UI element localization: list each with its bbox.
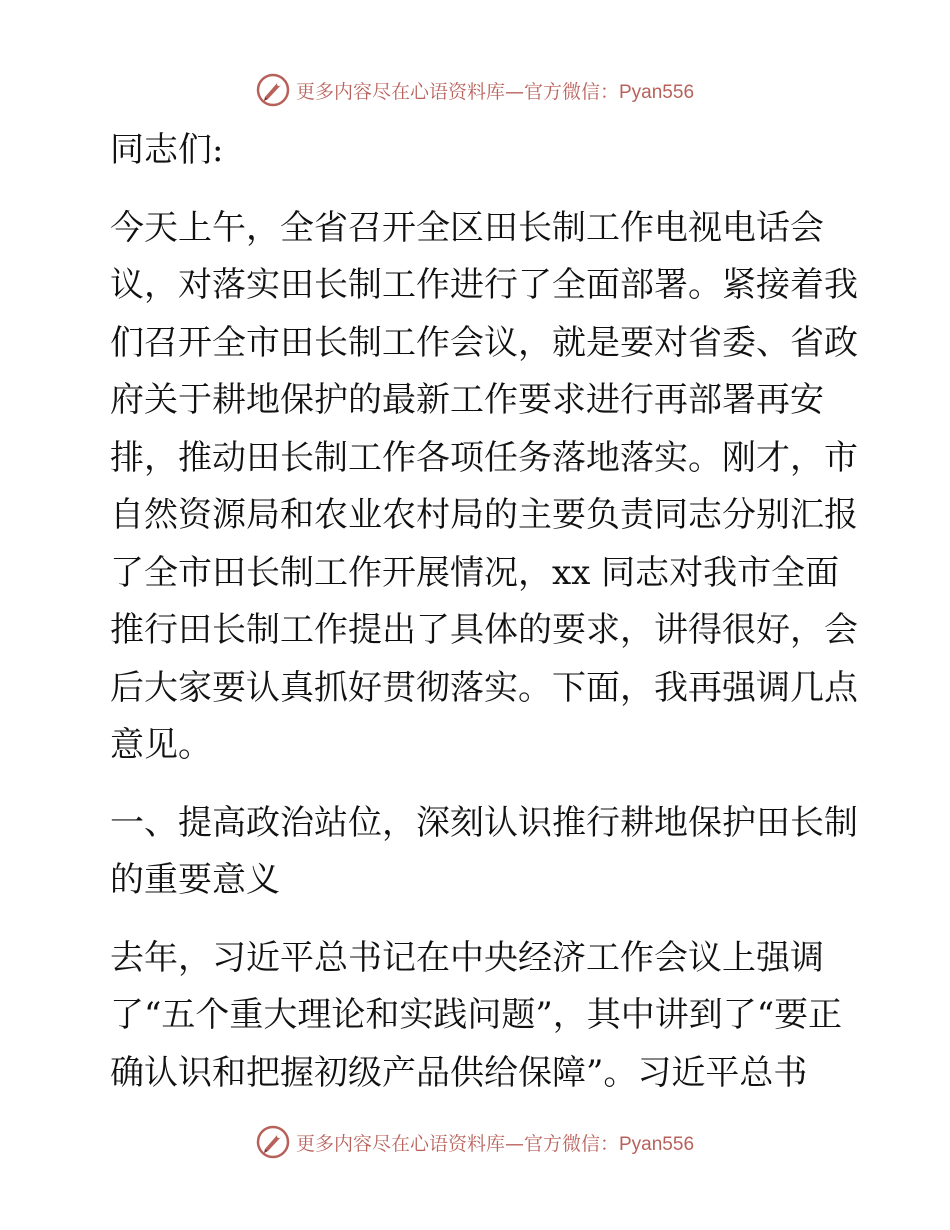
- watermark-account: Pyan556: [619, 81, 695, 103]
- watermark-text: 更多内容尽在心语资料库—官方微信：Pyan556: [295, 80, 695, 103]
- quill-logo-icon: [256, 1125, 290, 1159]
- section-heading-1: 一、提高政治站位，深刻认识推行耕地保护田长制的重要意义: [110, 802, 858, 900]
- watermark-account: Pyan556: [619, 1133, 695, 1155]
- document-body: [98, 122, 858, 1102]
- salutation: 同志们:: [110, 130, 224, 170]
- watermark-text: 更多内容尽在心语资料库—官方微信：Pyan556: [295, 1132, 695, 1155]
- watermark-footer: [0, 1122, 950, 1162]
- watermark-header: [0, 70, 950, 110]
- quill-logo-icon: [256, 73, 290, 107]
- paragraph-intro: 今天上午，全省召开全区田长制工作电视电话会议，对落实田长制工作进行了全面部署。紧接着我们召开全市田长制工作会议，就是要对省委、省政府关于耕地保护的最新工作要求进行再部署再安排，推动田长制工作各项任务落地落实。刚才，市自然资源局和农业农村局的主要负责同志分别汇报了全市田长制工作开展情况，xx 同志对我市全面推行田长制工作提出了具体的要求，讲得很好，会后大家要认真抓好贯彻落实。下面，我再强调几点意见。: [110, 207, 858, 765]
- paragraph-section-1: 去年，习近平总书记在中央经济工作会议上强调了“五个重大理论和实践问题”，其中讲到了“要正确认识和把握初级产品供给保障”。习近平总书: [110, 937, 843, 1093]
